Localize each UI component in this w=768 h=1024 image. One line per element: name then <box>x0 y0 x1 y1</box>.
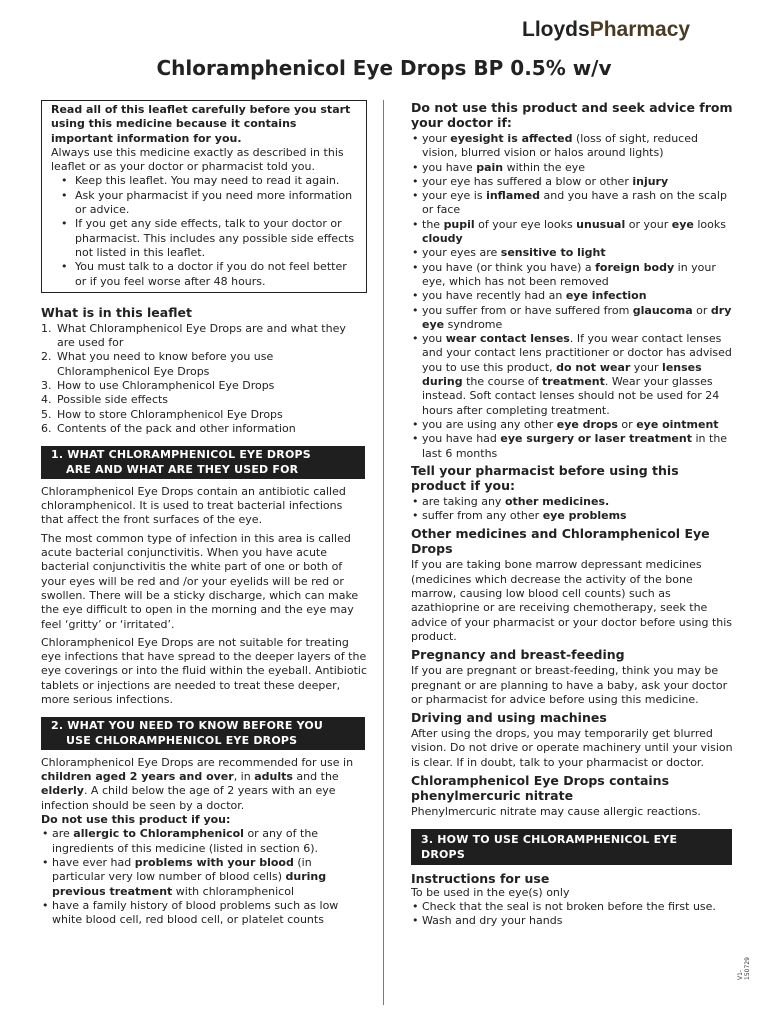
section1-paragraph: Chloramphenicol Eye Drops are not suitable for treating eye infections that have spread to the deeper layers of the eye coverings or into the fluid within the eyeball. Antibiotic tablets or injections are needed to treat these deeper, more serious infections. <box>41 635 367 706</box>
contents-item <box>41 379 367 393</box>
section1-heading-bar <box>41 446 365 479</box>
do-not-use-list <box>41 827 367 927</box>
seek-advice-heading: Do not use this product and seek advice from your doctor if: <box>411 100 733 130</box>
list-item: • the pupil of your eye looks unusual or your eye looks cloudy <box>411 218 733 247</box>
other-medicines-text: If you are taking bone marrow depressant medicines (medicines which decrease the activity of the bone marrow, causing low blood cell counts) such as azathioprine or are receiving chemotherapy, seek the advice of your pharmacist or your doctor before using this product. <box>411 558 733 643</box>
contents-item-text: Contents of the pack and other information <box>57 421 296 435</box>
brand-name-part1: Lloyds <box>522 18 590 41</box>
contents-list <box>41 322 367 436</box>
tell-pharmacist-list <box>411 495 733 524</box>
contents-item-number: 2. <box>41 350 52 364</box>
contents-item <box>41 422 367 436</box>
version-code: V1-150729 <box>737 957 751 980</box>
contents-item-text: How to use Chloramphenicol Eye Drops <box>57 379 275 393</box>
section2-paragraph: Chloramphenicol Eye Drops are recommended for use in children aged 2 years and over, in adults and the elderly. A child below the age of 2 years with an eye infection should be seen by a doctor. <box>41 755 354 812</box>
list-item: • your eyesight is affected (loss of sight, reduced vision, blurred vision or halos around lights) <box>411 132 733 161</box>
leaflet-title: Chloramphenicol Eye Drops BP 0.5% w/v <box>156 56 612 80</box>
intro-text: Always use this medicine exactly as described in this leaflet or as your doctor or pharmacist told you. <box>51 145 344 174</box>
contents-item <box>41 393 367 407</box>
list-item: • Check that the seal is not broken before the first use. <box>411 900 733 914</box>
instructions-list <box>411 900 733 929</box>
section1-paragraph: The most common type of infection in this area is called acute bacterial conjunctivitis. When you have acute bacterial conjunctivitis the white part of one or both of your eyes will be red and /or your eyelids will be red or swollen. There will be a sticky discharge, which can make the eye difficult to open in the morning and the eye may feel ‘gritty’ or ‘irritated’. <box>41 531 359 631</box>
list-item: • you wear contact lenses. If you wear contact lenses and your contact lens practitioner or doctor has advised you to use this product, do not wear your lenses during the course of treatment. Wear your glasses instead. Soft contact lenses should not be used for 24 hours after completing treatment. <box>411 332 733 418</box>
left-column <box>41 100 367 927</box>
contents-item <box>41 322 367 351</box>
intro-bullet: • You must talk to a doctor if you do not feel better or if you feel worse after 48 hours. <box>51 260 359 289</box>
list-item: • suffer from any other eye problems <box>411 509 733 523</box>
section1-heading-line1: 1. WHAT CHLORAMPHENICOL EYE DROPS <box>51 448 311 462</box>
list-item: • are taking any other medicines. <box>411 495 733 509</box>
section2-heading-line1: 2. WHAT YOU NEED TO KNOW BEFORE YOU <box>51 719 324 733</box>
brand-name-part2: Pharmacy <box>589 18 691 41</box>
section3-heading: 3. HOW TO USE CHLORAMPHENICOL EYE DROPS <box>421 833 678 861</box>
driving-heading: Driving and using machines <box>411 710 607 726</box>
contents-item-number: 3. <box>41 379 52 393</box>
list-item: • have ever had problems with your blood (in particular very low number of blood cells) during previous treatment with chloramphenicol <box>41 856 367 899</box>
list-item: • Wash and dry your hands <box>411 914 733 928</box>
section1-paragraph: Chloramphenicol Eye Drops contain an antibiotic called chloramphenicol. It is used to treat bacterial infections that affect the front surfaces of the eye. <box>41 484 346 527</box>
contents-item <box>41 408 367 422</box>
contains-heading: Chloramphenicol Eye Drops contains phenylmercuric nitrate <box>411 772 670 803</box>
list-item: • your eyes are sensitive to light <box>411 246 733 260</box>
contents-heading: What is in this leaflet <box>41 304 192 320</box>
pregnancy-heading: Pregnancy and breast-feeding <box>411 647 625 663</box>
intro-bullet: • Keep this leaflet. You may need to read it again. <box>51 174 359 188</box>
list-item: • you are using any other eye drops or eye ointment <box>411 418 733 432</box>
list-item: • you have (or think you have) a foreign body in your eye, which has not been removed <box>411 261 733 290</box>
list-item: • you have recently had an eye infection <box>411 289 733 303</box>
pregnancy-text: If you are pregnant or breast-feeding, think you may be pregnant or are planning to have a baby, ask your doctor or pharmacist for advice before using this medicine. <box>411 664 728 706</box>
contents-item-number: 5. <box>41 407 52 421</box>
seek-advice-list <box>411 132 733 461</box>
tell-pharmacist-heading: Tell your pharmacist before using this product if you: <box>411 462 679 493</box>
list-item: • you have had eye surgery or laser treatment in the last 6 months <box>411 432 733 461</box>
contents-item-text: What Chloramphenicol Eye Drops are and what they are used for <box>57 321 346 350</box>
right-column <box>411 100 733 929</box>
instructions-heading: Instructions for use <box>411 870 550 886</box>
list-item: • you have pain within the eye <box>411 161 733 175</box>
intro-bullet: • If you get any side effects, talk to your doctor or pharmacist. This includes any possible side effects not listed in this leaflet. <box>51 217 359 260</box>
contents-item-number: 1. <box>41 321 52 335</box>
contents-item <box>41 350 367 379</box>
list-item: • have a family history of blood problems such as low white blood cell, red blood cell, or platelet counts <box>41 899 367 928</box>
section2-heading-bar <box>41 717 365 750</box>
contents-item-text: Possible side effects <box>57 393 169 407</box>
do-not-use-heading: Do not use this product if you: <box>41 813 231 827</box>
contents-item-number: 4. <box>41 393 52 407</box>
contents-item-text: How to store Chloramphenicol Eye Drops <box>57 407 283 421</box>
intro-bullet: • Ask your pharmacist if you need more information or advice. <box>51 189 359 218</box>
contents-item-text: What you need to know before you use Chloramphenicol Eye Drops <box>57 350 274 378</box>
column-divider <box>383 100 384 1005</box>
intro-lead: Read all of this leaflet carefully before you start using this medicine because it contains important information for you. <box>51 103 351 145</box>
intro-box <box>41 100 367 293</box>
list-item: • your eye has suffered a blow or other injury <box>411 175 733 189</box>
driving-text: After using the drops, you may temporarily get blurred vision. Do not drive or operate machinery until your vision is clear. If in doubt, talk to your pharmacist or doctor. <box>411 727 733 769</box>
contains-text: Phenylmercuric nitrate may cause allergic reactions. <box>411 804 701 818</box>
instructions-text: To be used in the eye(s) only <box>411 885 570 899</box>
list-item: • you suffer from or have suffered from glaucoma or dry eye syndrome <box>411 304 733 333</box>
section2-heading-line2: USE CHLORAMPHENICOL EYE DROPS <box>66 733 298 747</box>
list-item: • your eye is inflamed and you have a rash on the scalp or face <box>411 189 733 218</box>
list-item: • are allergic to Chloramphenicol or any of the ingredients of this medicine (listed in section 6). <box>41 827 367 856</box>
brand-logo <box>522 18 746 50</box>
other-medicines-heading: Other medicines and Chloramphenicol Eye Drops <box>411 526 710 557</box>
contents-item-number: 6. <box>41 421 52 435</box>
intro-bullets <box>51 174 359 288</box>
section3-heading-bar <box>411 829 732 865</box>
section1-heading-line2: ARE AND WHAT ARE THEY USED FOR <box>66 462 299 476</box>
